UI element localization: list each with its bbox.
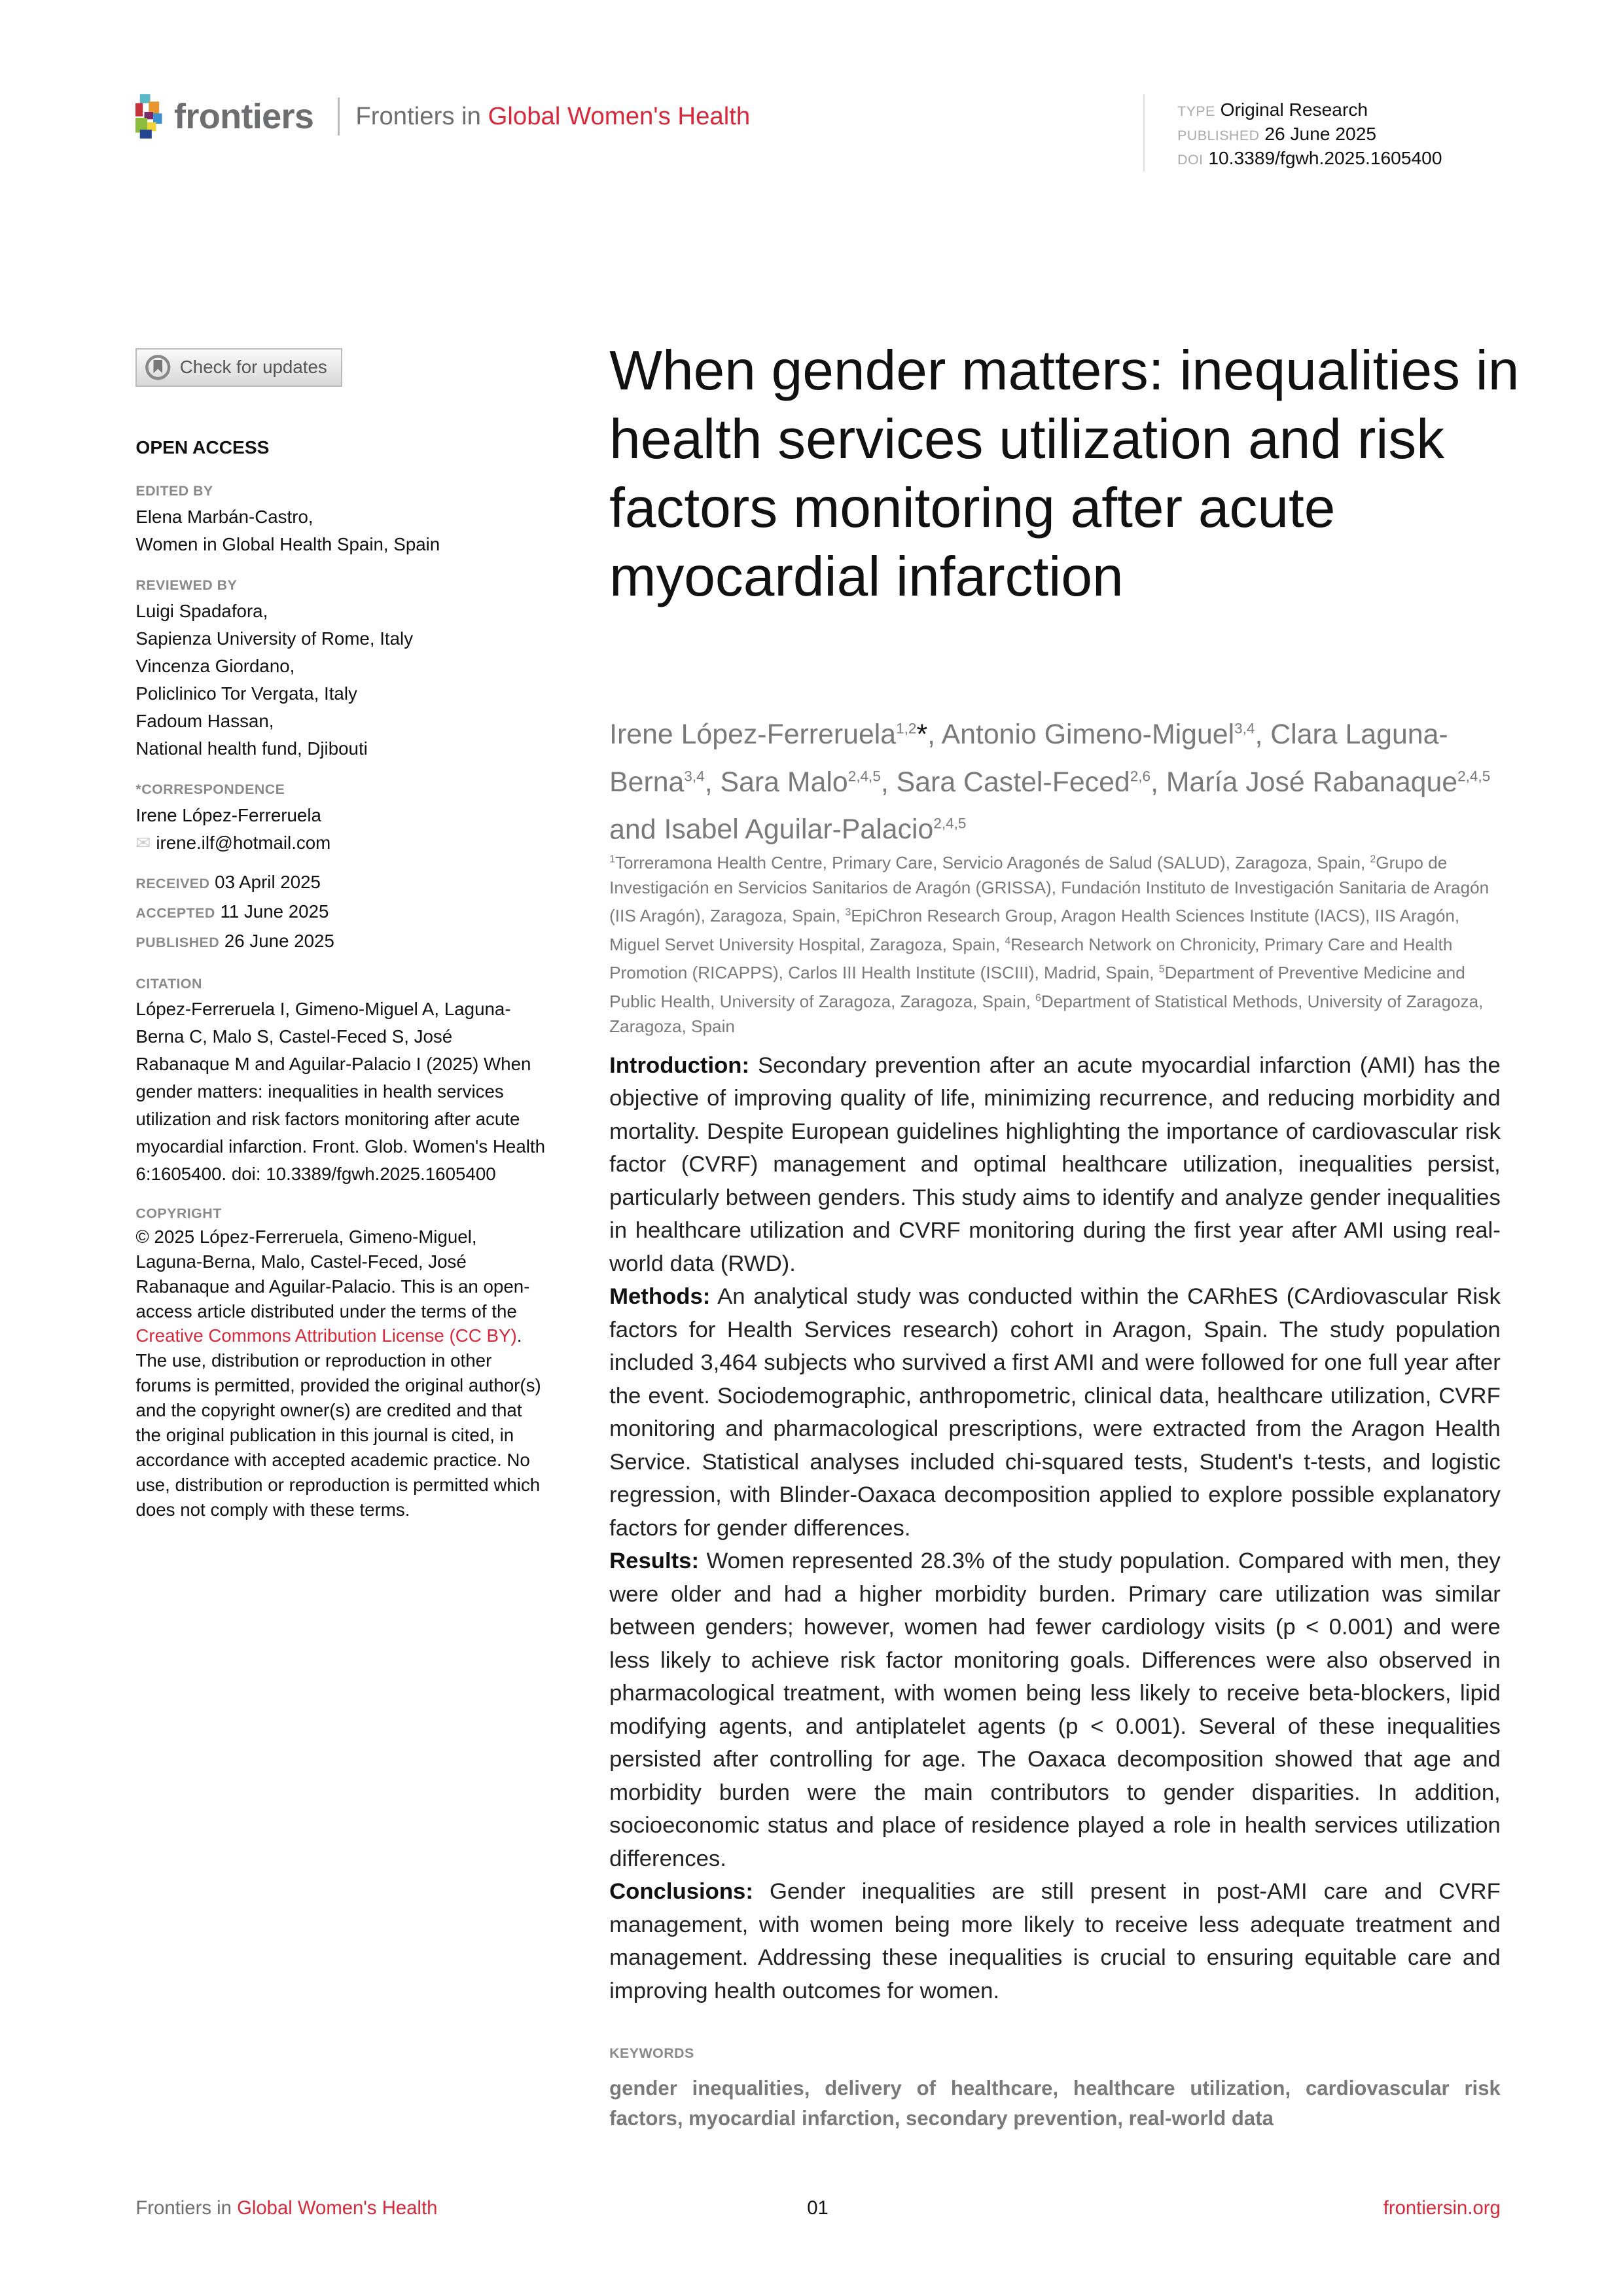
- keywords: gender inequalities, delivery of healthcare, healthcare utilization, cardiovascular risk factors, myocardial infarction, secondary prevention, real-world data: [609, 2076, 1501, 2130]
- accepted-label: ACCEPTED: [135, 905, 215, 921]
- journal-prefix: Frontiers in: [355, 101, 481, 130]
- published-label: PUBLISHED: [135, 934, 220, 950]
- correspondence-section: [135, 774, 556, 857]
- published-date: 26 June 2025: [224, 930, 334, 951]
- received-date: 03 April 2025: [215, 871, 321, 892]
- doi-link[interactable]: 10.3389/fgwh.2025.1605400: [1208, 147, 1442, 168]
- journal-name[interactable]: [355, 102, 750, 131]
- author-list: Irene López-Ferreruela$^{1,2}$*, Antonio Gimeno-Miguel$^{3,4}$, Clara Laguna-Berna$^{3,4}$, Sara Malo$^{2,4,5}$, Sara Castel-Feced$^{2,6}$, María José Rabanaque$^{2,4,5}$ and Isabel Aguilar-Palacio$^{2,4,5}$: [609, 719, 1491, 846]
- open-access-label: OPEN ACCESS: [135, 437, 270, 458]
- reviewer-name: Luigi Spadafora,: [135, 601, 268, 622]
- correspondence-name: Irene López-Ferreruela: [135, 804, 321, 825]
- footer-journal[interactable]: [135, 2197, 437, 2219]
- footer-site-link[interactable]: frontiersin.org: [1383, 2197, 1501, 2219]
- author-conjunction: and: [609, 814, 656, 846]
- page-number: 01: [807, 2197, 829, 2219]
- author[interactable]: Antonio Gimeno-Miguel$^{3,4}$: [941, 719, 1255, 751]
- reviewed-by-label: REVIEWED BY: [135, 577, 238, 594]
- article-meta: [1177, 99, 1442, 171]
- dates-section: [135, 869, 556, 957]
- check-for-updates-button[interactable]: [135, 348, 342, 387]
- reviewer-affiliation: Policlinico Tor Vergata, Italy: [135, 683, 357, 704]
- author[interactable]: Sara Castel-Feced$^{2,6}$: [896, 766, 1151, 798]
- affiliations: [609, 847, 1509, 1039]
- affiliation: $^5$Department of Preventive Medicine and Public Health, University of Zaragoza, Zaragoza, Spain,: [609, 963, 1465, 1012]
- footer-journal-name: Global Women's Health: [237, 2197, 438, 2219]
- edited-by-label: EDITED BY: [135, 483, 213, 499]
- published-value: 26 June 2025: [1264, 122, 1377, 144]
- bookmark-ring-icon: [145, 354, 171, 381]
- affiliation: $^4$Research Network on Chronicity, Primary Care and Health Promotion (RICAPPS), Carlos III Health Institute (ISCIII), Madrid, Spain,: [609, 934, 1453, 983]
- reviewer-name: Vincenza Giordano,: [135, 656, 295, 677]
- correspondence-label: *CORRESPONDENCE: [135, 781, 285, 797]
- reviewer-affiliation: National health fund, Djibouti: [135, 738, 368, 759]
- journal-title: Global Women's Health: [488, 101, 751, 130]
- copyright-label: COPYRIGHT: [135, 1206, 222, 1222]
- copyright-text-end: . The use, distribution or reproduction in other forums is permitted, provided the original author(s) and the copyright owner(s) are credited and that the original publication in this journal is cited, in accordance with accepted academic practice. No use, distribution or reproduction is permitted which does not comply with these terms.: [135, 1325, 541, 1520]
- editor-affiliation: Women in Global Health Spain, Spain: [135, 534, 440, 555]
- author[interactable]: Sara Malo$^{2,4,5}$: [720, 766, 881, 798]
- citation-label: CITATION: [135, 975, 202, 992]
- citation-text: López-Ferreruela I, Gimeno-Miguel A, Laguna-Berna C, Malo S, Castel-Feced S, José Rabanaque M and Aguilar-Palacio I (2025) When gender matters: inequalities in health services utilization and risk factors monitoring after acute myocardial infarction. Front. Glob. Women's Health 6:1605400. doi: 10.3389/fgwh.2025.1605400: [135, 999, 546, 1185]
- copyright-text: © 2025 López-Ferreruela, Gimeno-Miguel, Laguna-Berna, Malo, Castel-Feced, José Rabanaque and Aguilar-Palacio. This is an open-access article distributed under the terms of the: [135, 1226, 530, 1321]
- sidebar: [135, 437, 556, 1522]
- reviewer-name: Fadoum Hassan,: [135, 710, 274, 731]
- header-divider: [338, 98, 339, 136]
- citation-section: [135, 969, 546, 1189]
- affiliation: $^3$EpiChron Research Group, Aragon Health Sciences Institute (IACS), IIS Aragón, Miguel Servet University Hospital, Zaragoza, Spain,: [609, 906, 1460, 954]
- author[interactable]: María José Rabanaque$^{2,4,5}$: [1166, 766, 1491, 798]
- affiliation: $^2$Grupo de Investigación en Servicios Sanitarios de Aragón (GRISSA), Fundación Instituto de Investigación Sanitaria de Aragón (IIS Aragón), Zaragoza, Spain,: [609, 852, 1489, 926]
- abstract-introduction: Introduction: Secondary prevention after an acute myocardial infarction (AMI) has the objective of improving quality of life, minimizing recurrence, and reducing morbidity and mortality. Despite European guidelines highlighting the importance of cardiovascular risk factor (CVRF) management and optimal healthcare utilization, inequalities persist, particularly between genders. This study aims to identify and analyze gender inequalities in healthcare utilization and CVRF monitoring during the first year after AMI using real-world data (RWD).: [609, 1052, 1501, 1276]
- editor-name: Elena Marbán-Castro,: [135, 507, 313, 528]
- frontiers-logo-icon: [135, 94, 168, 139]
- author[interactable]: Irene López-Ferreruela$^{1,2}$*: [609, 719, 928, 751]
- accepted-date: 11 June 2025: [220, 901, 329, 922]
- article-title: When gender matters: inequalities in health services utilization and risk factors monitoring after acute myocardial infarction: [609, 339, 1520, 608]
- reviewed-by-section: [135, 570, 556, 762]
- envelope-icon: ✉: [135, 832, 151, 853]
- check-for-updates-label: Check for updates: [179, 357, 327, 378]
- edited-by-section: [135, 476, 556, 558]
- header-divider-right: [1143, 94, 1145, 171]
- author[interactable]: Clara Laguna-Berna$^{3,4}$: [609, 719, 1448, 798]
- copyright-section: [135, 1200, 546, 1522]
- footer-journal-prefix: Frontiers in: [135, 2197, 232, 2219]
- affiliation: $^6$Department of Statistical Methods, University of Zaragoza, Zaragoza, Spain: [609, 992, 1484, 1036]
- published-label: PUBLISHED: [1177, 127, 1260, 143]
- keywords-label: KEYWORDS: [609, 2045, 694, 2061]
- doi-label: DOI: [1177, 151, 1204, 168]
- abstract: [609, 1049, 1501, 2008]
- type-label: TYPE: [1177, 103, 1215, 120]
- affiliation: $^1$Torreramona Health Centre, Primary Care, Servicio Aragonés de Salud (SALUD), Zaragoza, Spain,: [609, 852, 1366, 872]
- abstract-conclusions: Conclusions: Gender inequalities are still present in post-AMI care and CVRF management, with women being more likely to receive less adequate treatment and management. Addressing these inequalities is crucial to ensuring equitable care and improving health outcomes for women.: [609, 1879, 1501, 2003]
- frontiers-logo[interactable]: [135, 94, 313, 139]
- cc-by-license-link[interactable]: Creative Commons Attribution License (CC BY): [135, 1325, 517, 1346]
- abstract-methods: Methods: An analytical study was conducted within the CARhES (CArdiovascular Risk factors for Health Services research) cohort in Aragon, Spain. The study population included 3,464 subjects who survived a first AMI and were followed for one full year after the event. Sociodemographic, anthropometric, clinical data, healthcare utilization, CVRF monitoring and pharmacological prescriptions, were extracted from the Aragon Health Service. Statistical analyses included chi-squared tests, Student's t-tests, and logistic regression, with Blinder-Oaxaca decomposition applied to explore possible explanatory factors for gender differences.: [609, 1284, 1501, 1541]
- abstract-results: Results: Women represented 28.3% of the study population. Compared with men, they were older and had a higher morbidity burden. Primary care utilization was similar between genders; however, women had fewer cardiology visits (p < 0.001) and were less likely to achieve risk factor monitoring goals. Differences were also observed in pharmacological treatment, with women being less likely to receive beta-blockers, lipid modifying agents, and antiplatelet agents (p < 0.001). Several of these inequalities persisted after controlling for age. The Oaxaca decomposition showed that age and morbidity burden were the main contributors to gender disparities. In addition, socioeconomic status and place of residence played a role in health services utilization differences.: [609, 1549, 1501, 1871]
- received-label: RECEIVED: [135, 875, 210, 891]
- type-value: Original Research: [1220, 99, 1368, 120]
- reviewer-affiliation: Sapienza University of Rome, Italy: [135, 628, 414, 649]
- correspondence-email[interactable]: irene.ilf@hotmail.com: [156, 832, 331, 853]
- frontiers-logo-text: frontiers: [174, 97, 314, 137]
- author[interactable]: Isabel Aguilar-Palacio$^{2,4,5}$: [664, 814, 967, 846]
